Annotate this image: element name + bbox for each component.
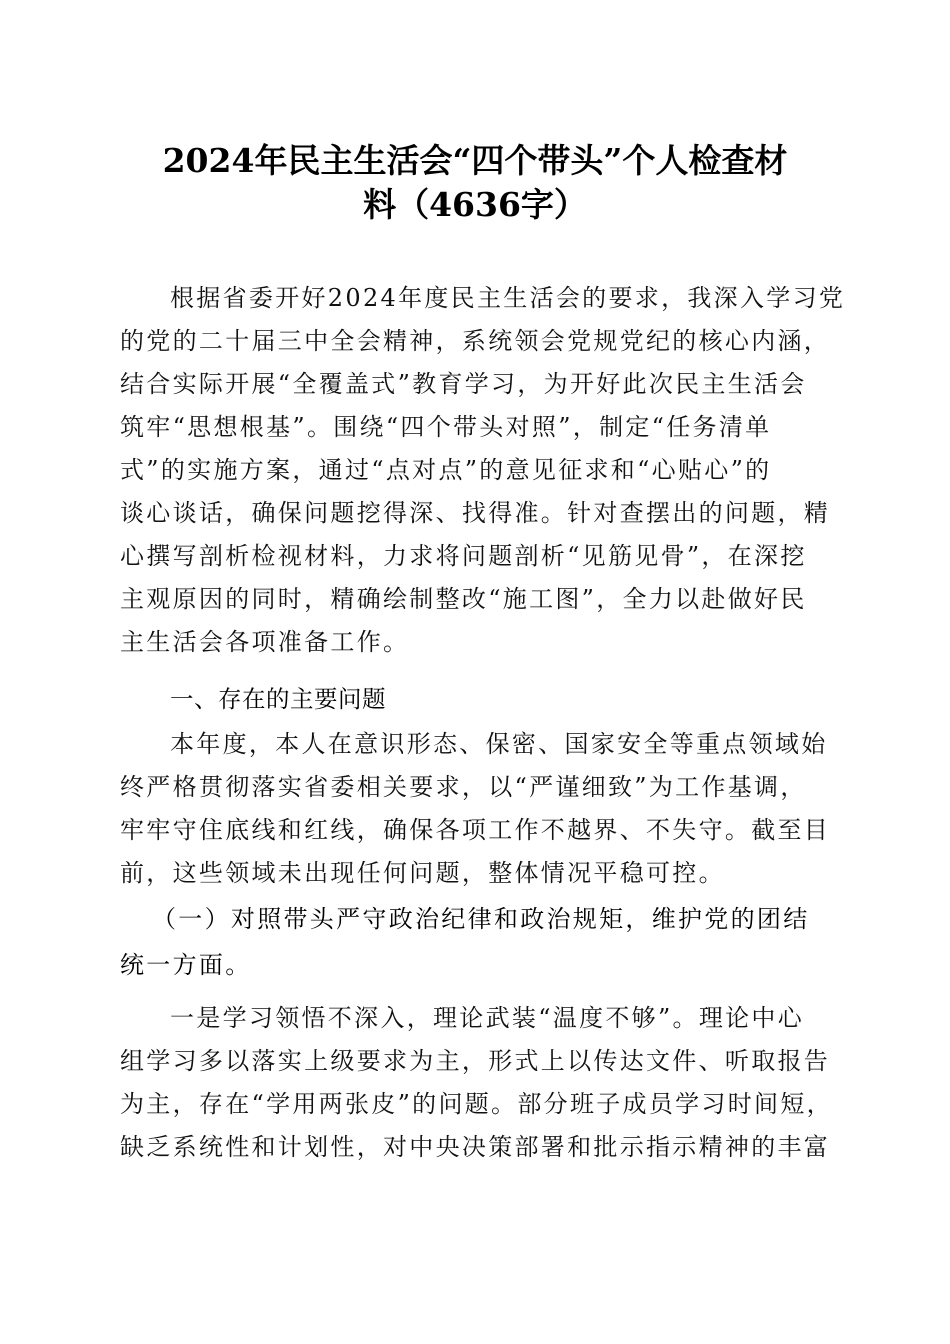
text-line: 式”的实施方案，通过“点对点”的意见征求和“心贴心”的	[120, 456, 772, 484]
text-line: 谈心谈话，确保问题挖得深、找得准。针对查摆出的问题，精	[120, 499, 831, 527]
document-title-line-2: 料（4636字）	[363, 185, 587, 224]
text-line: 组学习多以落实上级要求为主，形式上以传达文件、听取报告	[120, 1047, 831, 1075]
section-heading: 一、存在的主要问题	[170, 685, 386, 713]
text-line: 的党的二十届三中全会精神，系统领会党规党纪的核心内涵，	[120, 327, 831, 355]
text-line: 结合实际开展“全覆盖式”教育学习，为开好此次民主生活会	[120, 370, 807, 398]
text-line: （一）对照带头严守政治纪律和政治规矩，维护党的团结	[152, 905, 810, 933]
text-line: 主生活会各项准备工作。	[120, 628, 410, 656]
text-line: 一是学习领悟不深入，理论武装“温度不够”。理论中心	[170, 1004, 805, 1032]
text-line: 为主，存在“学用两张皮”的问题。部分班子成员学习时间短，	[120, 1090, 833, 1118]
text-line: 前，这些领域未出现任何问题，整体情况平稳可控。	[120, 859, 725, 887]
text-line: 筑牢“思想根基”。围绕“四个带头对照”，制定“任务清单	[120, 413, 772, 441]
text-line: 终严格贯彻落实省委相关要求，以“严谨细致”为工作基调，	[120, 773, 807, 801]
document-title-line-1: 2024年民主生活会“四个带头”个人检查材	[162, 141, 788, 180]
text-line: 统一方面。	[120, 951, 252, 979]
text-line: 心撰写剖析检视材料，力求将问题剖析“见筋见骨”，在深挖	[120, 542, 807, 570]
text-line: 主观原因的同时，精确绘制整改“施工图”，全力以赴做好民	[120, 585, 807, 613]
text-line: 根据省委开好2024年度民主生活会的要求，我深入学习党	[170, 284, 846, 312]
text-line: 缺乏系统性和计划性，对中央决策部署和批示指示精神的丰富	[120, 1133, 831, 1161]
text-line: 牢牢守住底线和红线，确保各项工作不越界、不失守。截至目	[120, 816, 831, 844]
text-line: 本年度，本人在意识形态、保密、国家安全等重点领域始	[170, 730, 828, 758]
